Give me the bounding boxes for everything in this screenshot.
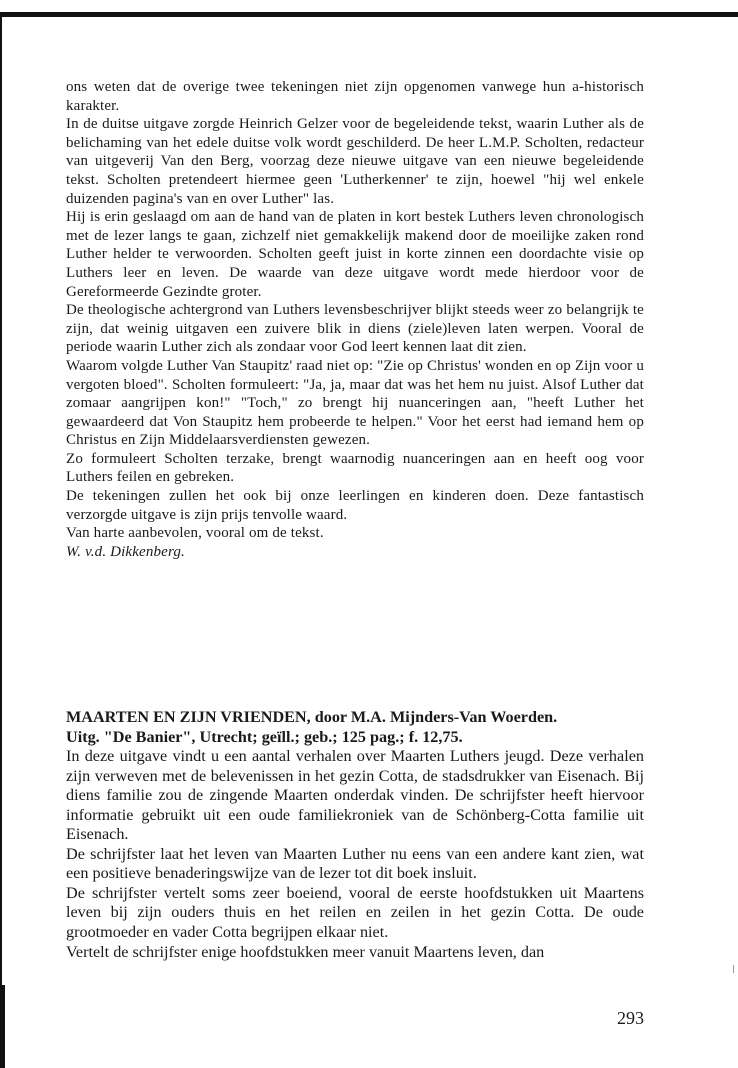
review-dikkenberg xyxy=(66,78,644,561)
scan-speck xyxy=(733,965,734,973)
book-title-heading xyxy=(66,708,644,747)
paragraph: Zo formuleert Scholten terzake, brengt waarnodig nuanceringen aan en heeft oog voor Luthers feilen en gebreken. xyxy=(66,450,644,486)
paragraph: ons weten dat de overige twee tekeningen niet zijn opgenomen vanwege hun a-historisch karakter. xyxy=(66,79,644,114)
paragraph: Waarom volgde Luther Van Staupitz' raad niet op: "Zie op Christus' wonden en op Zijn voor u vergoten bloed". Scholten formuleert: "Ja, ja, maar dat was het hem nu juist. Alsof Luther dat zomaar aangrijpen kon!" "Toch," zo brengt hij nuanceringen aan, "heeft Luther het gewaardeerd dat Von Staupitz hem probeerde te helpen." Voor het eerst had iemand hem op Christus en Zijn Middelaarsverdiensten gewezen. xyxy=(66,357,644,449)
page-number: 293 xyxy=(617,1008,644,1028)
paragraph: De theologische achtergrond van Luthers levensbeschrijver blijkt steeds weer zo belangrijk te zijn, dat weinig uitgaven een zuivere blik in diens (ziele)leven laten werpen. Vooral de periode waarin Luther zich als zondaar voor God leert kennen laat dit zien. xyxy=(66,302,644,356)
review-maarten-en-zijn-vrienden xyxy=(66,708,644,962)
paragraph: In deze uitgave vindt u een aantal verhalen over Maarten Luthers jeugd. Deze verhalen zijn verweven met de belevenissen in het gezin Cotta, de stadsdrukker van Eisenach. Bij diens familie zou de zingende Maarten onderdak vinden. De schrijfster heeft hiervoor informatie gebruikt uit een oude familiekroniek van de Schönberg-Cotta familie uit Eisenach. xyxy=(66,747,644,844)
paragraph: Vertelt de schrijfster enige hoofdstukken meer vanuit Maartens leven, dan xyxy=(66,942,545,961)
left-page-edge-shadow xyxy=(0,985,5,1068)
paragraph: In de duitse uitgave zorgde Heinrich Gelzer voor de begeleidende tekst, waarin Luther als de belichaming van het edele duitse volk wordt geschilderd. De heer L.M.P. Scholten, redacteur van uitgeverij Van den Berg, voorzag deze nieuwe uitgave van een nieuwe begeleidende tekst. Scholten pretendeert hiermee geen 'Lutherkenner' te zijn, hoewel "hij wel enkele duizenden pagina's van en over Luther" las. xyxy=(66,116,644,207)
reviewer-signature: W. v.d. Dikkenberg. xyxy=(66,543,185,560)
left-page-edge xyxy=(0,14,2,1068)
paragraph: De tekeningen zullen het ook bij onze leerlingen en kinderen doen. Deze fantastisch verzorgde uitgave is zijn prijs tenvolle waard. xyxy=(66,488,644,523)
book-title-line: MAARTEN EN ZIJN VRIENDEN, door M.A. Mijnders-Van Woerden. xyxy=(66,708,558,726)
top-border-rule xyxy=(0,12,738,17)
paragraph: De schrijfster vertelt soms zeer boeiend, vooral de eerste hoofdstukken uit Maartens leven bij zijn ouders thuis en het reilen en zeilen in het gezin Cotta. De oude grootmoeder en vader Cotta begrijpen elkaar niet. xyxy=(66,883,644,942)
book-publication-line: Uitg. "De Banier", Utrecht; geïll.; geb.; 125 pag.; f. 12,75. xyxy=(66,727,463,746)
paragraph: Van harte aanbevolen, vooral om de tekst. xyxy=(66,525,324,542)
paragraph: De schrijfster laat het leven van Maarten Luther nu eens van een andere kant zien, wat een positieve benaderingswijze van de lezer tot dit boek insluit. xyxy=(66,844,644,883)
paragraph: Hij is erin geslaagd om aan de hand van de platen in kort bestek Luthers leven chronologisch met de lezer langs te gaan, zichzelf niet gemakkelijk makend door de moeilijke zaken rond Luther helder te verwoorden. Scholten geeft juist in korte zinnen een doordachte visie op Luthers leer en leven. De waarde van deze uitgave wordt mede hierdoor voor de Gereformeerde Gezindte groter. xyxy=(66,209,644,300)
